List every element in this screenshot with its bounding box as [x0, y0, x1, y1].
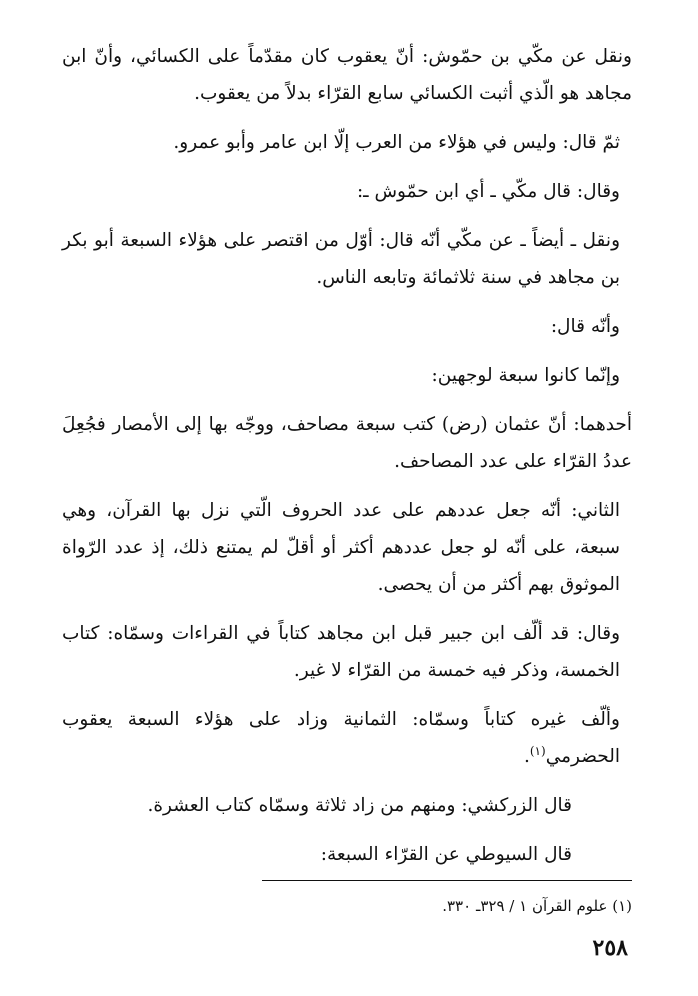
paragraph-12: قال السيوطي عن القرّاء السبعة:: [320, 844, 572, 865]
paragraph-4: ونقل ـ أيضاً ـ عن مكّي أنّه قال: أوّل من اقتصر على هؤلاء السبعة أبو بكر بن مجاهد في سنة ثلاثمائة وتابعه الناس.: [62, 230, 620, 288]
paragraph-2: ثمّ قال: وليس في هؤلاء من العرب إلّا ابن عامر وأبو عمرو.: [173, 132, 620, 153]
footnote-divider: [262, 880, 632, 881]
footnote: (١) علوم القرآن ١ / ٣٢٩ـ ٣٣٠.: [442, 897, 632, 915]
page-number: ٢٥٨: [592, 935, 628, 961]
paragraph-1: ونقل عن مكّي بن حمّوش: أنّ يعقوب كان مقدّماً على الكسائي، وأنّ ابن مجاهد هو الّذي أثبت الكسائي سابع القرّاء بدلاً من يعقوب.: [62, 46, 632, 104]
paragraph-10: وألّف غيره كتاباً وسمّاه: الثمانية وزاد على هؤلاء السبعة يعقوب الحضرمي$^{(١)}$.: [62, 709, 620, 767]
paragraph-5: وأنّه قال:: [550, 316, 620, 337]
paragraph-6: وإنّما كانوا سبعة لوجهين:: [431, 365, 620, 386]
paragraph-9: وقال: قد ألّف ابن جبير قبل ابن مجاهد كتاباً في القراءات وسمّاه: كتاب الخمسة، وذكر فيه خمسة من القرّاء لا غير.: [62, 623, 620, 681]
paragraph-11: قال الزركشي: ومنهم من زاد ثلاثة وسمّاه كتاب العشرة.: [147, 795, 572, 816]
page-body: [62, 38, 632, 885]
paragraph-3: وقال: قال مكّي ـ أي ابن حمّوش ـ:: [356, 181, 620, 202]
paragraph-7: أحدهما: أنّ عثمان (رض) كتب سبعة مصاحف، ووجّه بها إلى الأمصار فجُعِلَ عددُ القرّاء على عدد المصاحف.: [62, 414, 632, 472]
paragraph-10-text: وألّف غيره كتاباً وسمّاه: الثمانية وزاد على هؤلاء السبعة يعقوب الحضرمي: [62, 709, 620, 767]
footnote-reference[interactable]: (١): [529, 743, 546, 758]
paragraph-8: الثاني: أنّه جعل عددهم على عدد الحروف الّتي نزل بها القرآن، وهي سبعة، على أنّه لو جعل عددهم أكثر أو أقلّ لم يمتنع ذلك، إذ عدد الرّواة الموثوق بهم أكثر من أن يحصى.: [62, 500, 620, 595]
